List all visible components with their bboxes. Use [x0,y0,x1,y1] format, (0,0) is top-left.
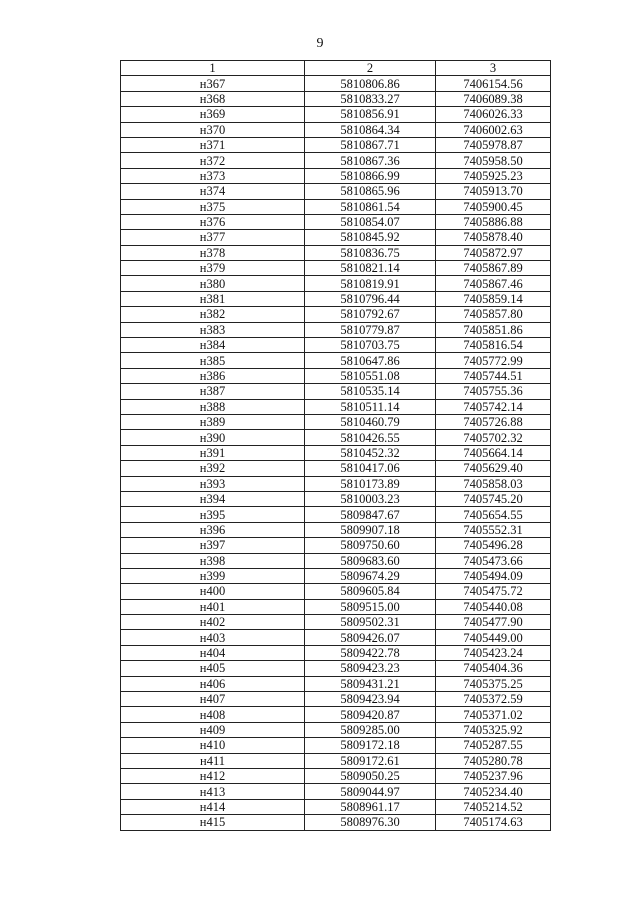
point-name-cell: н404 [121,645,305,660]
y-coordinate-cell: 7405473.66 [436,553,551,568]
x-coordinate-cell: 5810819.91 [305,276,436,291]
point-name-cell: н407 [121,692,305,707]
table-row [121,261,551,276]
table-row [121,768,551,783]
point-name-cell: н412 [121,768,305,783]
page-number: 9 [316,36,324,51]
y-coordinate-cell: 7405772.99 [436,353,551,368]
x-coordinate-cell: 5809431.21 [305,676,436,691]
x-coordinate-cell: 5810703.75 [305,338,436,353]
x-coordinate-cell: 5810821.14 [305,261,436,276]
y-coordinate-cell: 7405913.70 [436,184,551,199]
x-coordinate-cell: 5810845.92 [305,230,436,245]
point-name-cell: н392 [121,461,305,476]
table-row [121,491,551,506]
x-coordinate-cell: 5809420.87 [305,707,436,722]
x-coordinate-cell: 5809426.07 [305,630,436,645]
table-row [121,122,551,137]
y-coordinate-cell: 7406026.33 [436,107,551,122]
table-row [121,615,551,630]
point-name-cell: н411 [121,753,305,768]
x-coordinate-cell: 5810854.07 [305,214,436,229]
x-coordinate-cell: 5810796.44 [305,291,436,306]
y-coordinate-cell: 7406002.63 [436,122,551,137]
x-coordinate-cell: 5809422.78 [305,645,436,660]
point-name-cell: н413 [121,784,305,799]
table-row [121,599,551,614]
x-coordinate-cell: 5810511.14 [305,399,436,414]
y-coordinate-cell: 7405886.88 [436,214,551,229]
point-name-cell: н379 [121,261,305,276]
table-row [121,476,551,491]
x-coordinate-cell: 5810865.96 [305,184,436,199]
coordinates-table [120,60,551,831]
y-coordinate-cell: 7405477.90 [436,615,551,630]
x-coordinate-cell: 5809044.97 [305,784,436,799]
x-coordinate-cell: 5809847.67 [305,507,436,522]
x-coordinate-cell: 5809172.61 [305,753,436,768]
x-coordinate-cell: 5810779.87 [305,322,436,337]
x-coordinate-cell: 5810535.14 [305,384,436,399]
table-row [121,384,551,399]
y-coordinate-cell: 7405857.80 [436,307,551,322]
table-row [121,707,551,722]
table-row [121,799,551,814]
table-row [121,322,551,337]
point-name-cell: н381 [121,291,305,306]
table-row [121,245,551,260]
y-coordinate-cell: 7405423.24 [436,645,551,660]
y-coordinate-cell: 7405867.89 [436,261,551,276]
x-coordinate-cell: 5810866.99 [305,168,436,183]
table-header-row [121,61,551,76]
x-coordinate-cell: 5810861.54 [305,199,436,214]
point-name-cell: н405 [121,661,305,676]
column-header-y: 3 [436,61,551,76]
table-row [121,276,551,291]
point-name-cell: н397 [121,538,305,553]
y-coordinate-cell: 7405702.32 [436,430,551,445]
y-coordinate-cell: 7405552.31 [436,522,551,537]
point-name-cell: н368 [121,91,305,106]
point-name-cell: н402 [121,615,305,630]
table-row [121,722,551,737]
point-name-cell: н369 [121,107,305,122]
y-coordinate-cell: 7405958.50 [436,153,551,168]
x-coordinate-cell: 5809605.84 [305,584,436,599]
point-name-cell: н398 [121,553,305,568]
point-name-cell: н409 [121,722,305,737]
y-coordinate-cell: 7405237.96 [436,768,551,783]
point-name-cell: н377 [121,230,305,245]
table-row [121,522,551,537]
point-name-cell: н396 [121,522,305,537]
y-coordinate-cell: 7405872.97 [436,245,551,260]
x-coordinate-cell: 5810426.55 [305,430,436,445]
table-row [121,753,551,768]
table-row [121,230,551,245]
table-row [121,445,551,460]
y-coordinate-cell: 7405496.28 [436,538,551,553]
point-name-cell: н395 [121,507,305,522]
table-row [121,553,551,568]
y-coordinate-cell: 7405371.02 [436,707,551,722]
y-coordinate-cell: 7405449.00 [436,630,551,645]
point-name-cell: н408 [121,707,305,722]
x-coordinate-cell: 5810417.06 [305,461,436,476]
table-row [121,692,551,707]
table-row [121,199,551,214]
y-coordinate-cell: 7405287.55 [436,738,551,753]
y-coordinate-cell: 7405654.55 [436,507,551,522]
column-header-point: 1 [121,61,305,76]
table-row [121,815,551,830]
point-name-cell: н373 [121,168,305,183]
x-coordinate-cell: 5809423.23 [305,661,436,676]
x-coordinate-cell: 5810792.67 [305,307,436,322]
point-name-cell: н367 [121,76,305,91]
y-coordinate-cell: 7405900.45 [436,199,551,214]
point-name-cell: н410 [121,738,305,753]
table-row [121,645,551,660]
x-coordinate-cell: 5809050.25 [305,768,436,783]
y-coordinate-cell: 7405878.40 [436,230,551,245]
point-name-cell: н380 [121,276,305,291]
y-coordinate-cell: 7405372.59 [436,692,551,707]
point-name-cell: н370 [121,122,305,137]
point-name-cell: н388 [121,399,305,414]
y-coordinate-cell: 7405664.14 [436,445,551,460]
point-name-cell: н389 [121,414,305,429]
x-coordinate-cell: 5809285.00 [305,722,436,737]
point-name-cell: н376 [121,214,305,229]
x-coordinate-cell: 5810836.75 [305,245,436,260]
point-name-cell: н374 [121,184,305,199]
column-header-x: 2 [305,61,436,76]
point-name-cell: н382 [121,307,305,322]
x-coordinate-cell: 5810867.36 [305,153,436,168]
point-name-cell: н415 [121,815,305,830]
point-name-cell: н401 [121,599,305,614]
y-coordinate-cell: 7405859.14 [436,291,551,306]
table-row [121,137,551,152]
table-row [121,399,551,414]
x-coordinate-cell: 5810864.34 [305,122,436,137]
point-name-cell: н403 [121,630,305,645]
table-row [121,784,551,799]
point-name-cell: н394 [121,491,305,506]
point-name-cell: н393 [121,476,305,491]
table-row [121,153,551,168]
table-row [121,307,551,322]
y-coordinate-cell: 7405174.63 [436,815,551,830]
point-name-cell: н386 [121,368,305,383]
point-name-cell: н387 [121,384,305,399]
table-row [121,538,551,553]
table-row [121,461,551,476]
y-coordinate-cell: 7405629.40 [436,461,551,476]
x-coordinate-cell: 5810806.86 [305,76,436,91]
x-coordinate-cell: 5810856.91 [305,107,436,122]
table-row [121,338,551,353]
table-row [121,430,551,445]
table-row [121,630,551,645]
point-name-cell: н406 [121,676,305,691]
y-coordinate-cell: 7405726.88 [436,414,551,429]
table-row [121,507,551,522]
table-row [121,76,551,91]
x-coordinate-cell: 5809683.60 [305,553,436,568]
x-coordinate-cell: 5809502.31 [305,615,436,630]
y-coordinate-cell: 7405475.72 [436,584,551,599]
table-row [121,368,551,383]
table-row [121,584,551,599]
x-coordinate-cell: 5809423.94 [305,692,436,707]
y-coordinate-cell: 7405858.03 [436,476,551,491]
point-name-cell: н372 [121,153,305,168]
y-coordinate-cell: 7405925.23 [436,168,551,183]
point-name-cell: н371 [121,137,305,152]
point-name-cell: н385 [121,353,305,368]
x-coordinate-cell: 5810551.08 [305,368,436,383]
table-row [121,291,551,306]
x-coordinate-cell: 5810003.23 [305,491,436,506]
table-body [121,76,551,830]
y-coordinate-cell: 7405440.08 [436,599,551,614]
table-row [121,184,551,199]
x-coordinate-cell: 5809907.18 [305,522,436,537]
point-name-cell: н390 [121,430,305,445]
table-row [121,107,551,122]
y-coordinate-cell: 7405494.09 [436,568,551,583]
y-coordinate-cell: 7405978.87 [436,137,551,152]
y-coordinate-cell: 7405867.46 [436,276,551,291]
x-coordinate-cell: 5810833.27 [305,91,436,106]
table-row [121,661,551,676]
y-coordinate-cell: 7405744.51 [436,368,551,383]
x-coordinate-cell: 5810173.89 [305,476,436,491]
table-row [121,676,551,691]
y-coordinate-cell: 7406154.56 [436,76,551,91]
y-coordinate-cell: 7406089.38 [436,91,551,106]
x-coordinate-cell: 5809172.18 [305,738,436,753]
y-coordinate-cell: 7405375.25 [436,676,551,691]
y-coordinate-cell: 7405280.78 [436,753,551,768]
y-coordinate-cell: 7405742.14 [436,399,551,414]
table-row [121,568,551,583]
y-coordinate-cell: 7405745.20 [436,491,551,506]
y-coordinate-cell: 7405214.52 [436,799,551,814]
table-row [121,414,551,429]
x-coordinate-cell: 5809515.00 [305,599,436,614]
point-name-cell: н384 [121,338,305,353]
y-coordinate-cell: 7405816.54 [436,338,551,353]
y-coordinate-cell: 7405234.40 [436,784,551,799]
x-coordinate-cell: 5808961.17 [305,799,436,814]
x-coordinate-cell: 5809750.60 [305,538,436,553]
table-row [121,168,551,183]
point-name-cell: н400 [121,584,305,599]
x-coordinate-cell: 5808976.30 [305,815,436,830]
y-coordinate-cell: 7405325.92 [436,722,551,737]
x-coordinate-cell: 5810460.79 [305,414,436,429]
x-coordinate-cell: 5810867.71 [305,137,436,152]
x-coordinate-cell: 5810647.86 [305,353,436,368]
table-row [121,91,551,106]
point-name-cell: н378 [121,245,305,260]
y-coordinate-cell: 7405851.86 [436,322,551,337]
y-coordinate-cell: 7405755.36 [436,384,551,399]
point-name-cell: н375 [121,199,305,214]
point-name-cell: н383 [121,322,305,337]
point-name-cell: н414 [121,799,305,814]
table-row [121,214,551,229]
x-coordinate-cell: 5810452.32 [305,445,436,460]
point-name-cell: н391 [121,445,305,460]
x-coordinate-cell: 5809674.29 [305,568,436,583]
table-row [121,738,551,753]
point-name-cell: н399 [121,568,305,583]
y-coordinate-cell: 7405404.36 [436,661,551,676]
table-row [121,353,551,368]
